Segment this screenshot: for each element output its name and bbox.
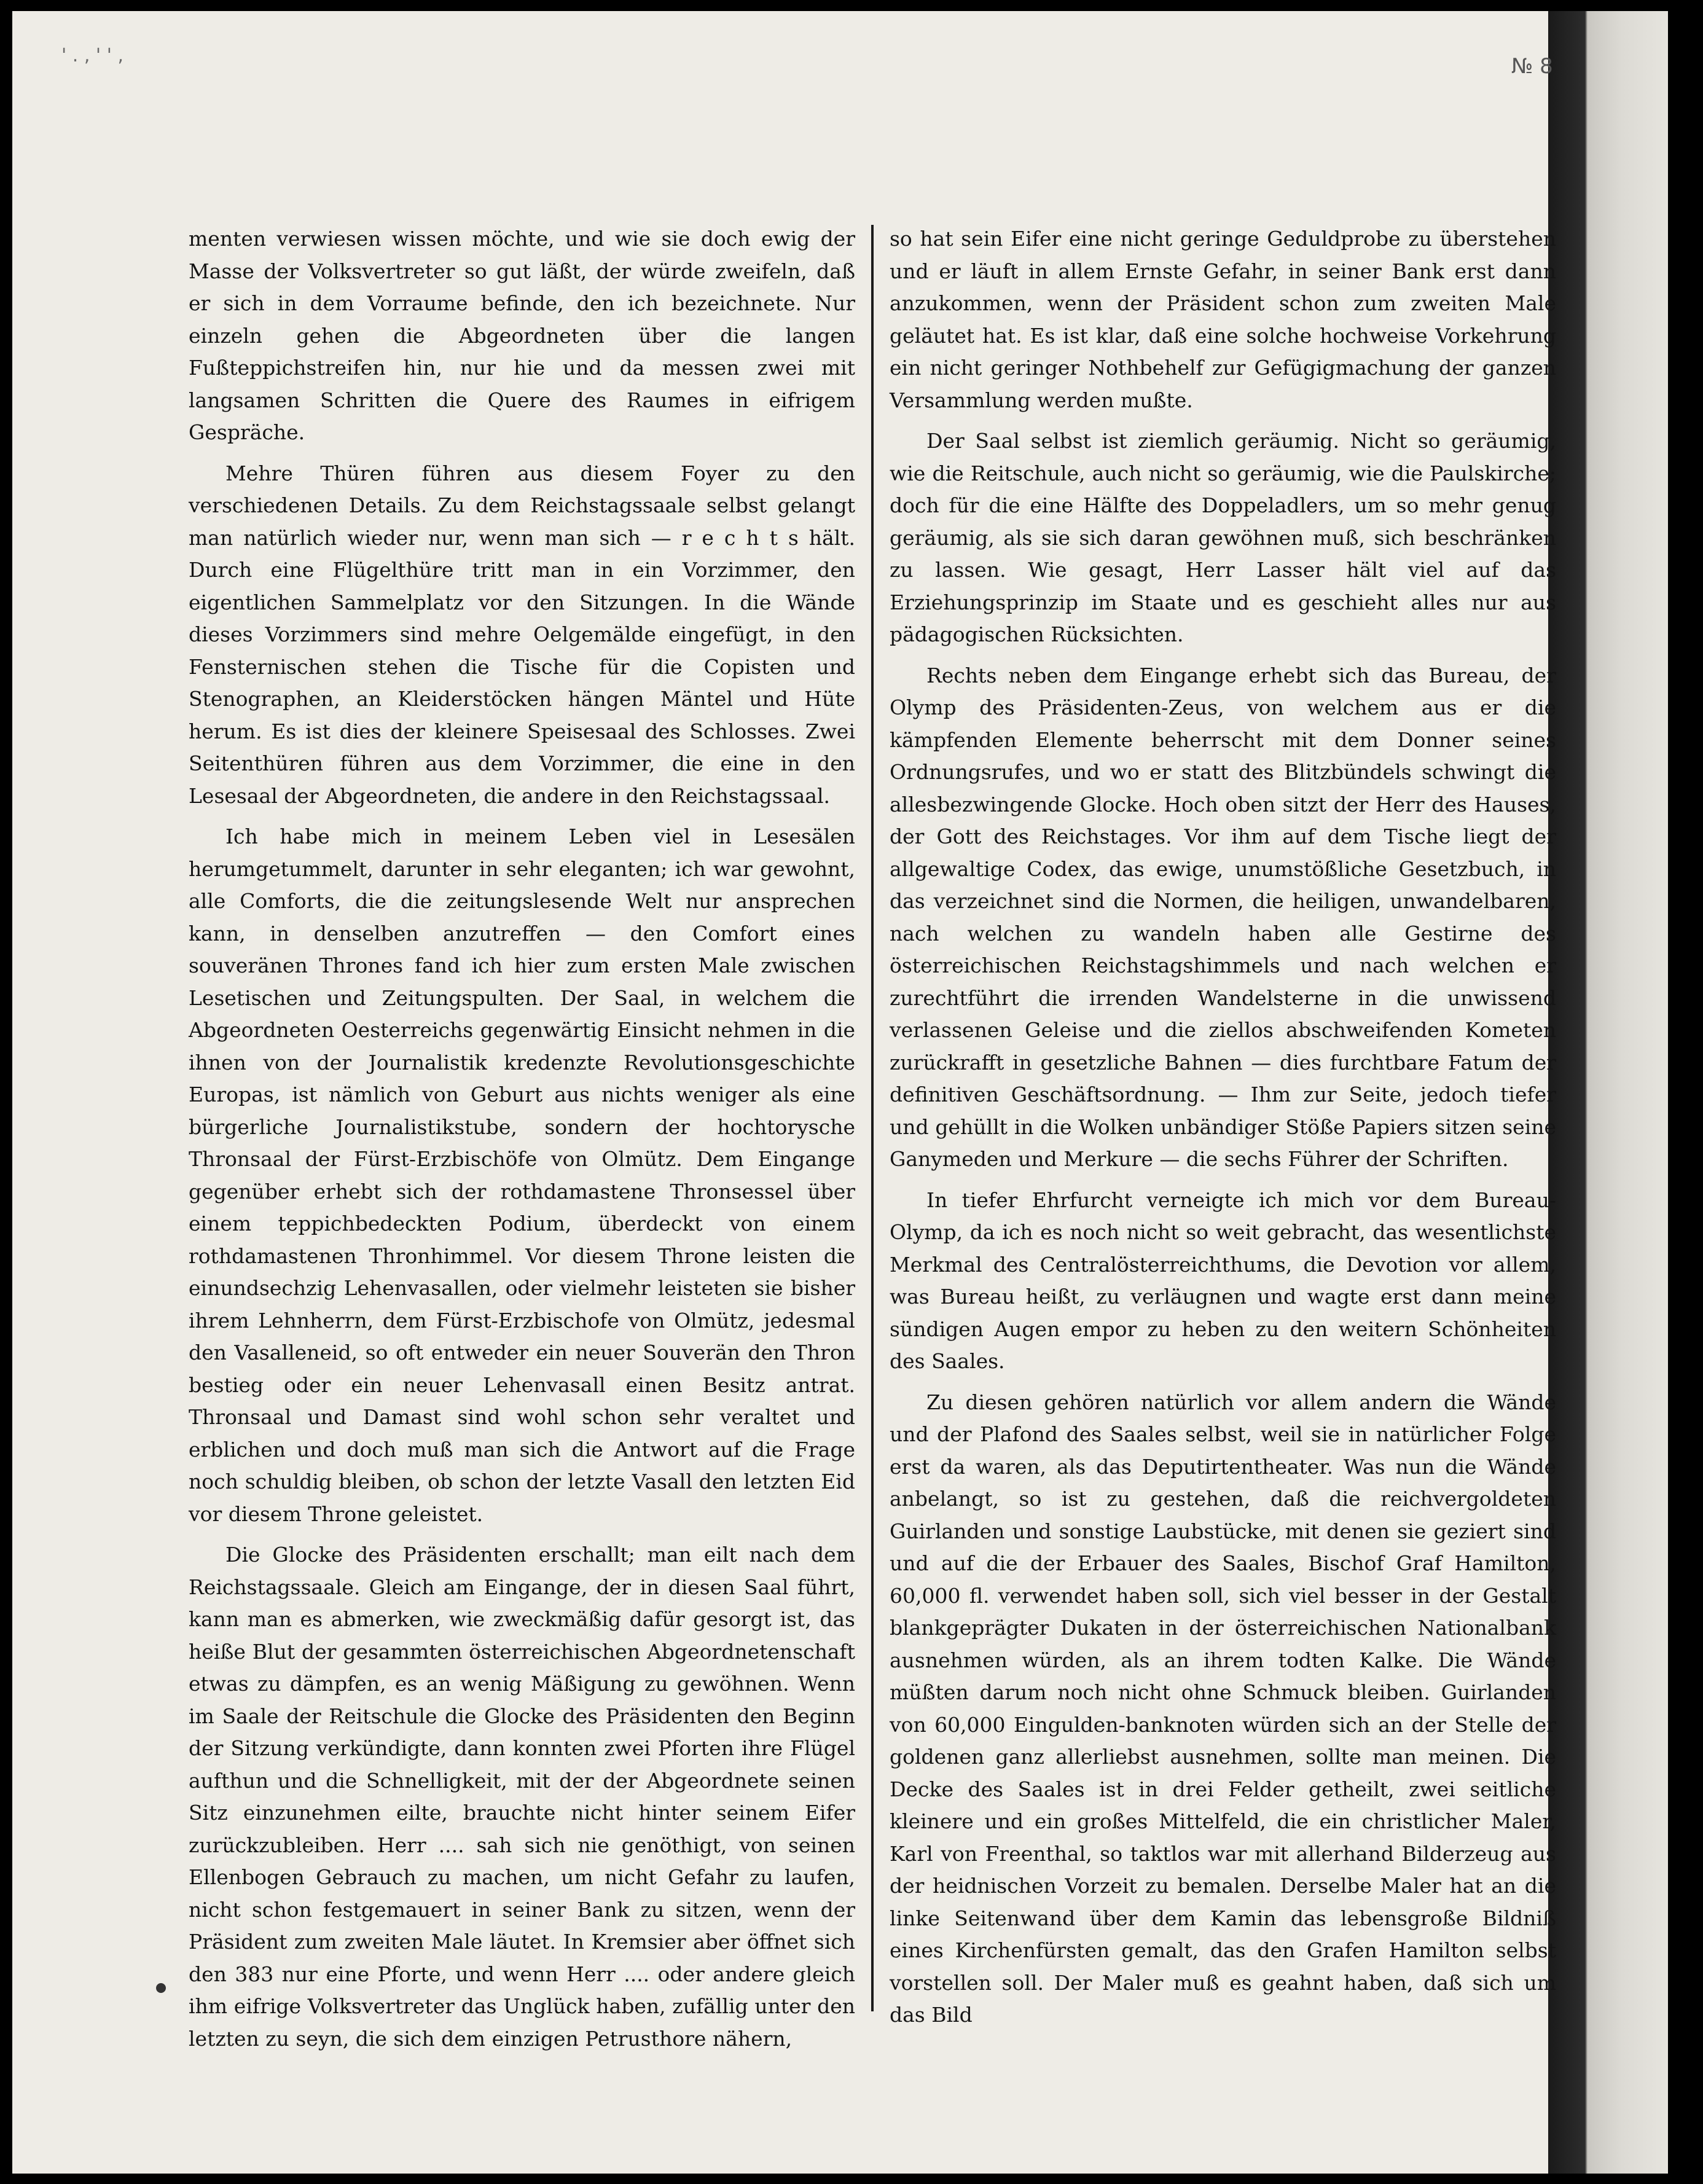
page-number-fragment: № 8 [1511, 54, 1553, 79]
binding-edge [1548, 11, 1668, 2174]
paragraph: so hat sein Eifer eine nicht geringe Geduldprobe zu überstehen und er läuft in allem Ernste Gefahr, in seiner Bank erst dann anzukommen, wenn der Präsident schon zum zweiten Male geläutet hat. Es ist klar, daß eine solche hochweise Vorkehrung ein nicht geringer Nothbehelf zur Gefügigmachung der ganzen Versammlung werden mußte. [890, 227, 1556, 412]
page-speckle-marks: ' . , ' ' , [61, 45, 124, 66]
paragraph: Die Glocke des Präsidenten erschallt; man eilt nach dem Reichstagssaale. Gleich am Eingange, der in diesen Saal führt, kann man es abmerken, wie zweckmäßig dafür gesorgt ist, das heiße Blut der gesammten österreichischen Abgeordnetenschaft etwas zu dämpfen, es an wenig Mäßigung zu gewöhnen. Wenn im Saale der Reitschule die Glocke des Präsidenten den Beginn der Sitzung verkündigte, dann konnten zwei Pforten ihre Flügel aufthun und die Schnelligkeit, mit der der Abgeordnete seinen Sitz einzunehmen eilte, brauchte nicht hinter seinem Eifer zurückzubleiben. Herr .... sah sich nie genöthigt, von seinen Ellenbogen Gebrauch zu machen, um nicht Gefahr zu laufen, nicht schon festgemauert in seiner Bank zu sitzen, wenn der Präsident zum zweiten Male läutet. In Kremsier aber öffnet sich den 383 nur eine Pforte, und wenn Herr .... oder andere gleich ihm eifrige Volksvertreter das Unglück haben, zufällig unter den letzten zu seyn, die sich dem einzigen Petrusthore nähern, [189, 1543, 855, 2051]
paragraph: Der Saal selbst ist ziemlich geräumig. Nicht so geräumig, wie die Reitschule, auch nicht so geräumig, wie die Paulskirche; doch für die eine Hälfte des Doppeladlers, um so mehr genug geräumig, als sie sich daran gewöhnen muß, sich beschränken zu lassen. Wie gesagt, Herr Lasser hält viel auf das Erziehungsprinzip im Staate und es geschieht alles nur aus pädagogischen Rücksichten. [890, 429, 1556, 646]
newspaper-page [12, 11, 1668, 2174]
column-divider [871, 225, 874, 2011]
paragraph: Ich habe mich in meinem Leben viel in Lesesälen herumgetummelt, darunter in sehr eleganten; ich war gewohnt, alle Comforts, die die zeitungslesende Welt nur ansprechen kann, in denselben anzutreffen — den Comfort eines souveränen Thrones fand ich hier zum ersten Male zwischen Lesetischen und Zeitungspulten. Der Saal, in welchem die Abgeordneten Oesterreichs gegenwärtig Einsicht nehmen in die ihnen von der Journalistik kredenzte Revolutionsgeschichte Europas, ist nämlich von Geburt aus nichts weniger als eine bürgerliche Journalistikstube, sondern der hochtorysche Thronsaal der Fürst-Erzbischöfe von Olmütz. Dem Eingange gegenüber erhebt sich der rothdamastene Thronsessel über einem teppichbedeckten Podium, überdeckt von einem rothdamastenen Thronhimmel. Vor diesem Throne leisten die einundsechzig Lehenvasallen, oder vielmehr leisteten sie bisher ihrem Lehnherrn, dem Fürst-Erzbischofe von Olmütz, jedesmal den Vasalleneid, so oft entweder ein neuer Souverän den Thron bestieg oder ein neuer Lehenvasall einen Besitz antrat. Thronsaal und Damast sind wohl schon sehr veraltet und erblichen und doch muß man sich die Antwort auf die Frage noch schuldig bleiben, ob schon der letzte Vasall den letzten Eid vor diesem Throne geleistet. [189, 824, 855, 1526]
left-column [189, 223, 855, 2064]
margin-ink-dot [156, 1983, 166, 1993]
paragraph: Mehre Thüren führen aus diesem Foyer zu den verschiedenen Details. Zu dem Reichstagssaale selbst gelangt man natürlich wieder nur, wenn man sich — r e c h t s hält. Durch eine Flügelthüre tritt man in ein Vorzimmer, den eigentlichen Sammelplatz vor den Sitzungen. In die Wände dieses Vorzimmers sind mehre Oelgemälde eingefügt, in den Fensternischen stehen die Tische für die Copisten und Stenographen, an Kleiderstöcken hängen Mäntel und Hüte herum. Es ist dies der kleinere Speisesaal des Schlosses. Zwei Seitenthüren führen aus dem Vorzimmer, die eine in den Lesesaal der Abgeordneten, die andere in den Reichstagssaal. [189, 461, 855, 808]
paragraph: menten verwiesen wissen möchte, und wie sie doch ewig der Masse der Volksvertreter so gut läßt, der würde zweifeln, daß er sich in dem Vorraume befinde, den ich bezeichnete. Nur einzeln gehen die Abgeordneten über die langen Fußteppichstreifen hin, nur hie und da messen zwei mit langsamen Schritten die Quere des Raumes in eifrigem Gespräche. [189, 227, 855, 444]
right-column [890, 223, 1556, 2040]
paragraph: In tiefer Ehrfurcht verneigte ich mich vor dem Bureau-Olymp, da ich es noch nicht so weit gebracht, das wesentlichste Merkmal des Centralösterreichthums, die Devotion vor allem, was Bureau heißt, zu verläugnen und wagte erst dann meine sündigen Augen empor zu heben zu den weitern Schönheiten des Saales. [890, 1188, 1556, 1373]
paragraph: Rechts neben dem Eingange erhebt sich das Bureau, der Olymp des Präsidenten-Zeus, von welchem aus er die kämpfenden Elemente beherrscht mit dem Donner seines Ordnungsrufes, und wo er statt des Blitzbündels schwingt die allesbezwingende Glocke. Hoch oben sitzt der Herr des Hauses, der Gott des Reichstages. Vor ihm auf dem Tische liegt der allgewaltige Codex, das ewige, unumstößliche Gesetzbuch, in das verzeichnet sind die Normen, die heiligen, unwandelbaren, nach welchen zu wandeln haben alle Gestirne des österreichischen Reichstagshimmels und nach welchen er zurechtführt die irrenden Wandelsterne in die unwissend verlassenen Geleise und die ziellos abschweifenden Kometen zurückrafft in gesetzliche Bahnen — dies furchtbare Fatum der definitiven Geschäftsordnung. — Ihm zur Seite, jedoch tiefer und gehüllt in die Wolken unbändiger Stöße Papiers sitzen seine Ganymeden und Merkure — die sechs Führer der Schriften. [890, 663, 1556, 1171]
paragraph: Zu diesen gehören natürlich vor allem andern die Wände und der Plafond des Saales selbst, weil sie in natürlicher Folge erst da waren, als das Deputirtentheater. Was nun die Wände anbelangt, so ist zu gestehen, daß die reichvergoldeten Guirlanden und sonstige Laubstücke, mit denen sie geziert sind und auf die der Erbauer des Saales, Bischof Graf Hamilton, 60,000 fl. verwendet haben soll, sich viel besser in der Gestalt blankgeprägter Dukaten in der österreichischen Nationalbank ausnehmen würden, als an ihrem todten Kalke. Die Wände müßten darum noch nicht ohne Schmuck bleiben. Guirlanden von 60,000 Eingulden-banknoten würden sich an der Stelle der goldenen ganz allerliebst ausnehmen, sollte man meinen. Die Decke des Saales ist in drei Felder getheilt, zwei seitliche kleinere und ein großes Mittelfeld, die ein christlicher Maler, Karl von Freenthal, so taktlos war mit allerhand Bilderzeug aus der heidnischen Vorzeit zu bemalen. Derselbe Maler hat an die linke Seitenwand über dem Kamin das lebensgroße Bildniß eines Kirchenfürsten gemalt, das den Grafen Hamilton selbst vorstellen soll. Der Maler muß es geahnt haben, daß sich um das Bild [890, 1390, 1556, 2027]
